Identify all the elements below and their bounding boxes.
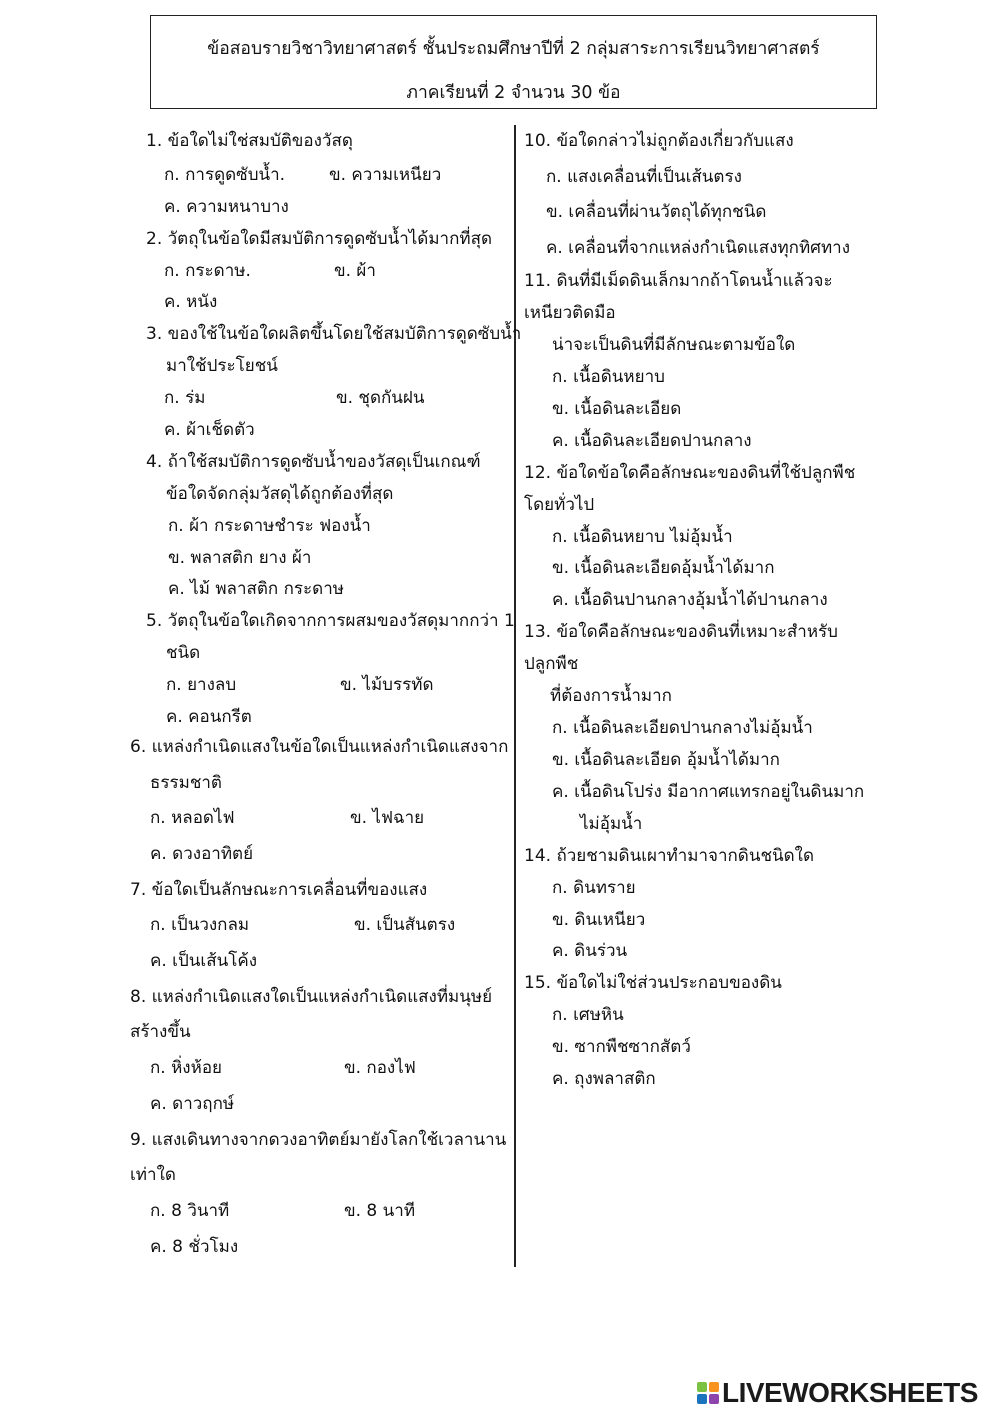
q5-question: 5. วัตถุในข้อใดเกิดจากการผสมของวัสดุมากกว่า 1 (146, 611, 515, 631)
q14-option-b: ข. ดินเหนียว (552, 910, 646, 930)
q15-option-b: ข. ซากพืชซากสัตว์ (552, 1037, 691, 1057)
q3-option-a: ก. ร่ม (164, 388, 206, 408)
q2-option-c: ค. หนัง (164, 292, 218, 312)
q15-question: 15. ข้อใดไม่ใช่ส่วนประกอบของดิน (524, 973, 782, 993)
column-divider (514, 125, 516, 1267)
q11-question: 11. ดินที่มีเม็ดดินเล็กมากถ้าโดนน้ำแล้วจะ (524, 271, 833, 291)
q4-option-a: ก. ผ้า กระดาษชำระ ฟองน้ำ (168, 516, 371, 536)
q12-option-c: ค. เนื้อดินปานกลางอุ้มน้ำได้ปานกลาง (552, 590, 828, 610)
q8-question-line2: สร้างขึ้น (130, 1022, 191, 1042)
q14-question: 14. ถ้วยชามดินเผาทำมาจากดินชนิดใด (524, 846, 815, 866)
q3-option-b: ข. ชุดกันฝน (336, 388, 425, 408)
q12-question-line2: โดยทั่วไป (524, 495, 595, 515)
q4-option-b: ข. พลาสติก ยาง ผ้า (168, 548, 312, 568)
q4-option-c: ค. ไม้ พลาสติก กระดาษ (168, 579, 344, 599)
q7-option-a: ก. เป็นวงกลม (150, 915, 250, 935)
q11-question-line2: เหนียวติดมือ (524, 303, 616, 323)
q6-question-line2: ธรรมชาติ (150, 773, 222, 793)
q2-option-a: ก. กระดาษ. (164, 261, 251, 281)
q12-question: 12. ข้อใดข้อใดคือลักษณะของดินที่ใช้ปลูกพืช (524, 463, 856, 483)
liveworksheets-logo (697, 1378, 978, 1408)
q10-option-a: ก. แสงเคลื่อนที่เป็นเส้นตรง (546, 167, 742, 187)
q1-option-b: ข. ความเหนียว (329, 165, 442, 185)
q12-option-a: ก. เนื้อดินหยาบ ไม่อุ้มน้ำ (552, 527, 733, 547)
exam-subtitle: ภาคเรียนที่ 2 จำนวน 30 ข้อ (406, 83, 621, 103)
logo-text: LIVEWORKSHEETS (722, 1377, 978, 1408)
q8-option-a: ก. หิ่งห้อย (150, 1058, 222, 1078)
q8-option-b: ข. กองไฟ (344, 1058, 416, 1078)
q1-question: 1. ข้อใดไม่ใช่สมบัติของวัสดุ (146, 131, 353, 151)
q11-option-c: ค. เนื้อดินละเอียดปานกลาง (552, 431, 752, 451)
q9-question-line2: เท่าใด (130, 1165, 176, 1185)
q5-option-b: ข. ไม้บรรทัด (340, 675, 434, 695)
q5-question-line2: ชนิด (166, 643, 201, 663)
q14-option-c: ค. ดินร่วน (552, 941, 628, 961)
q13-option-c-line2: ไม่อุ้มน้ำ (580, 814, 643, 834)
q3-question: 3. ของใช้ในข้อใดผลิตขึ้นโดยใช้สมบัติการดูดซับน้ำ (146, 324, 522, 344)
q6-option-a: ก. หลอดไฟ (150, 808, 235, 828)
q3-option-c: ค. ผ้าเช็ดตัว (164, 420, 255, 440)
q5-option-c: ค. คอนกรีต (166, 707, 252, 727)
q13-question: 13. ข้อใดคือลักษณะของดินที่เหมาะสำหรับ (524, 622, 838, 642)
q10-option-b: ข. เคลื่อนที่ผ่านวัตถุได้ทุกชนิด (546, 202, 767, 222)
q7-option-b: ข. เป็นสันตรง (354, 915, 456, 935)
q13-question-line2: ปลูกพืช (524, 654, 579, 674)
q15-option-c: ค. ถุงพลาสติก (552, 1069, 656, 1089)
q9-option-a: ก. 8 วินาที (150, 1201, 230, 1221)
q6-option-c: ค. ดวงอาทิตย์ (150, 844, 254, 864)
q11-option-b: ข. เนื้อดินละเอียด (552, 399, 682, 419)
q6-question: 6. แหล่งกำเนิดแสงในข้อใดเป็นแหล่งกำเนิดแสงจาก (130, 737, 509, 757)
q9-option-b: ข. 8 นาที (344, 1201, 416, 1221)
q2-question: 2. วัตถุในข้อใดมีสมบัติการดูดซับน้ำได้มากที่สุด (146, 229, 493, 249)
q6-option-b: ข. ไฟฉาย (350, 808, 425, 828)
q11-question-line3: น่าจะเป็นดินที่มีลักษณะตามข้อใด (552, 335, 796, 355)
q13-option-b: ข. เนื้อดินละเอียด อุ้มน้ำได้มาก (552, 750, 780, 770)
q2-option-b: ข. ผ้า (334, 261, 376, 281)
q9-option-c: ค. 8 ชั่วโมง (150, 1237, 239, 1257)
q7-question: 7. ข้อใดเป็นลักษณะการเคลื่อนที่ของแสง (130, 880, 428, 900)
exam-header-box (150, 15, 877, 109)
q4-question: 4. ถ้าใช้สมบัติการดูดซับน้ำของวัสดุเป็นเกณฑ์ (146, 452, 481, 472)
q1-option-c: ค. ความหนาบาง (164, 197, 289, 217)
q1-option-a: ก. การดูดซับน้ำ. (164, 165, 286, 185)
exam-title: ข้อสอบรายวิชาวิทยาศาสตร์ ชั้นประถมศึกษาปีที่ 2 กลุ่มสาระการเรียนวิทยาศาสตร์ (207, 39, 820, 59)
q9-question: 9. แสงเดินทางจากดวงอาทิตย์มายังโลกใช้เวลานาน (130, 1130, 507, 1150)
q8-option-c: ค. ดาวฤกษ์ (150, 1094, 235, 1114)
q13-option-c: ค. เนื้อดินโปร่ง มีอากาศแทรกอยู่ในดินมาก (552, 782, 865, 802)
q14-option-a: ก. ดินทราย (552, 878, 636, 898)
logo-squares-icon (697, 1382, 719, 1404)
q10-question: 10. ข้อใดกล่าวไม่ถูกต้องเกี่ยวกับแสง (524, 131, 794, 151)
q12-option-b: ข. เนื้อดินละเอียดอุ้มน้ำได้มาก (552, 558, 775, 578)
q5-option-a: ก. ยางลบ (166, 675, 237, 695)
q15-option-a: ก. เศษหิน (552, 1005, 624, 1025)
q4-question-line2: ข้อใดจัดกลุ่มวัสดุได้ถูกต้องที่สุด (166, 484, 394, 504)
q3-question-line2: มาใช้ประโยชน์ (166, 356, 278, 376)
q13-option-a: ก. เนื้อดินละเอียดปานกลางไม่อุ้มน้ำ (552, 718, 813, 738)
q8-question: 8. แหล่งกำเนิดแสงใดเป็นแหล่งกำเนิดแสงที่มนุษย์ (130, 987, 493, 1007)
q10-option-c: ค. เคลื่อนที่จากแหล่งกำเนิดแสงทุกทิศทาง (546, 238, 850, 258)
q13-question-line3: ที่ต้องการน้ำมาก (550, 686, 672, 706)
q7-option-c: ค. เป็นเส้นโค้ง (150, 951, 258, 971)
q11-option-a: ก. เนื้อดินหยาบ (552, 367, 665, 387)
